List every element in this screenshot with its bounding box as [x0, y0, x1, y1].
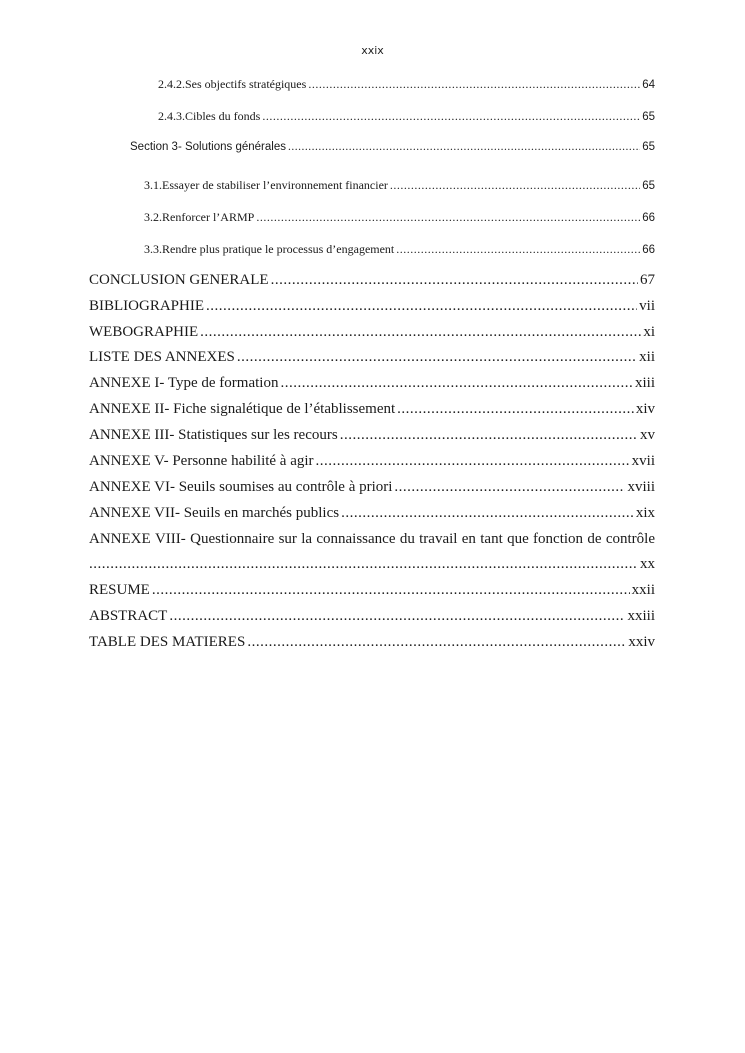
leader-dots — [237, 349, 637, 366]
toc-entry-label: Renforcer l’ARMP — [162, 210, 255, 224]
leader-dots — [152, 582, 630, 599]
toc-word: ANNEXE — [89, 531, 151, 547]
toc-entry-label: Section 3- Solutions générales — [130, 141, 286, 153]
toc-entry-page: 65 — [642, 111, 655, 123]
leader-dots — [396, 242, 640, 257]
toc-entry-label: RESUME — [89, 582, 150, 598]
toc-entry-annexe-vii[interactable] — [89, 505, 655, 522]
leader-dots — [280, 375, 633, 392]
toc-entry-section-3[interactable] — [130, 141, 655, 153]
toc-entry-page: 64 — [642, 79, 655, 91]
leader-dots — [394, 479, 625, 496]
leader-dots — [271, 272, 638, 289]
toc-word: VIII- — [154, 531, 186, 547]
toc-word: sur — [278, 531, 297, 547]
toc-entry-label: Rendre plus pratique le processus d’engagement — [162, 242, 395, 256]
toc-entry-label: ANNEXE VII- Seuils en marchés publics — [89, 505, 340, 521]
leader-dots — [308, 77, 640, 92]
toc-entry-bibliographie[interactable] — [89, 298, 655, 315]
leader-dots — [200, 324, 641, 341]
toc-entry-label: ANNEXE VI- Seuils soumises au contrôle à priori — [89, 479, 393, 495]
toc-entry-page: xv — [640, 427, 655, 443]
toc-entry-page: xix — [635, 505, 655, 521]
toc-entry-page: 65 — [642, 141, 655, 153]
toc-entry-annexe-iii[interactable] — [89, 427, 655, 444]
toc-entry-page: xxiv — [628, 634, 655, 650]
toc-word: connaissance — [316, 531, 396, 547]
toc-entry-label: ANNEXE I- Type de formation — [89, 375, 279, 391]
toc-word: Questionnaire — [190, 531, 275, 547]
leader-dots — [262, 109, 640, 124]
leader-dots — [247, 634, 626, 651]
toc-entry-annexe-vi[interactable] — [89, 479, 655, 496]
toc-entry-annexe-v[interactable] — [89, 453, 655, 470]
toc-entry-number: 3.3. — [144, 242, 162, 256]
toc-entry-label: TABLE DES MATIERES — [89, 634, 246, 650]
toc-word: contrôle — [605, 531, 655, 547]
toc-entry-label: ANNEXE II- Fiche signalétique de l’établissement — [89, 401, 396, 417]
toc-entry-number: 3.2. — [144, 210, 162, 224]
toc-entry-label: ANNEXE V- Personne habilité à agir — [89, 453, 314, 469]
toc-entry-number: 2.4.2. — [158, 77, 185, 91]
toc-entry-page: 66 — [642, 212, 655, 224]
toc-entry-label: LISTE DES ANNEXES — [89, 349, 235, 365]
toc-entry-page: xviii — [627, 479, 655, 495]
leader-dots — [397, 401, 634, 418]
toc-entry-label: BIBLIOGRAPHIE — [89, 298, 204, 314]
toc-word: la — [301, 531, 313, 547]
toc-entry-page: xii — [639, 349, 655, 365]
toc-entry-abstract[interactable] — [89, 608, 655, 625]
toc-entry-3-1[interactable] — [144, 178, 655, 193]
toc-entry-page: xxii — [631, 582, 655, 598]
page-number: xxix — [361, 44, 384, 57]
leader-dots — [169, 608, 625, 625]
toc-entry-page: xvii — [631, 453, 655, 469]
leader-dots — [256, 210, 640, 225]
toc-word: du — [399, 531, 415, 547]
toc-entry-annexe-viii-line1[interactable] — [89, 531, 655, 548]
toc-word: fonction — [533, 531, 584, 547]
toc-entry-page: 67 — [640, 272, 655, 288]
toc-entry-label: WEBOGRAPHIE — [89, 324, 199, 340]
toc-entry-conclusion[interactable] — [89, 272, 655, 289]
toc-entry-number: 3.1. — [144, 178, 162, 192]
toc-entry-number: 2.4.3. — [158, 109, 185, 123]
toc-entry-page: 65 — [642, 180, 655, 192]
toc-entry-resume[interactable] — [89, 582, 655, 599]
toc-entry-page: xxiii — [627, 608, 655, 624]
toc-entry-page: xiv — [635, 401, 655, 417]
leader-dots — [206, 298, 637, 315]
toc-entry-label: Ses objectifs stratégiques — [185, 77, 307, 91]
toc-entry-label: Cibles du fonds — [185, 109, 261, 123]
toc-entry-label: ABSTRACT — [89, 608, 168, 624]
leader-dots — [288, 141, 640, 153]
leader-dots — [341, 505, 634, 522]
toc-entry-label: ANNEXE III- Statistiques sur les recours — [89, 427, 338, 443]
leader-dots — [390, 178, 640, 193]
toc-entry-page: 66 — [642, 244, 655, 256]
leader-dots — [340, 427, 638, 444]
toc-entry-label: Essayer de stabiliser l’environnement financier — [162, 178, 388, 192]
toc-word: en — [461, 531, 476, 547]
leader-dots — [316, 453, 630, 470]
toc-word: tant — [480, 531, 503, 547]
leader-dots — [89, 556, 638, 573]
toc-entry-annexe-ii[interactable] — [89, 401, 655, 418]
toc-entry-2-4-3[interactable] — [158, 109, 655, 124]
toc-entry-3-3[interactable] — [144, 242, 655, 257]
toc-entry-table-des-matieres[interactable] — [89, 634, 655, 651]
toc-entry-webographie[interactable] — [89, 324, 655, 341]
toc-entry-2-4-2[interactable] — [158, 77, 655, 92]
toc-entry-page: xiii — [634, 375, 655, 391]
toc-entry-page: xi — [643, 324, 655, 340]
toc-word: travail — [419, 531, 458, 547]
toc-entry-page: xx — [640, 556, 655, 572]
toc-word: de — [587, 531, 602, 547]
toc-entry-annexe-i[interactable] — [89, 375, 655, 392]
toc-entry-liste-annexes[interactable] — [89, 349, 655, 366]
toc-word: que — [507, 531, 529, 547]
toc-entry-page: vii — [639, 298, 655, 314]
toc-entry-label: CONCLUSION GENERALE — [89, 272, 269, 288]
toc-entry-annexe-viii-line2[interactable] — [89, 556, 655, 573]
toc-entry-3-2[interactable] — [144, 210, 655, 225]
